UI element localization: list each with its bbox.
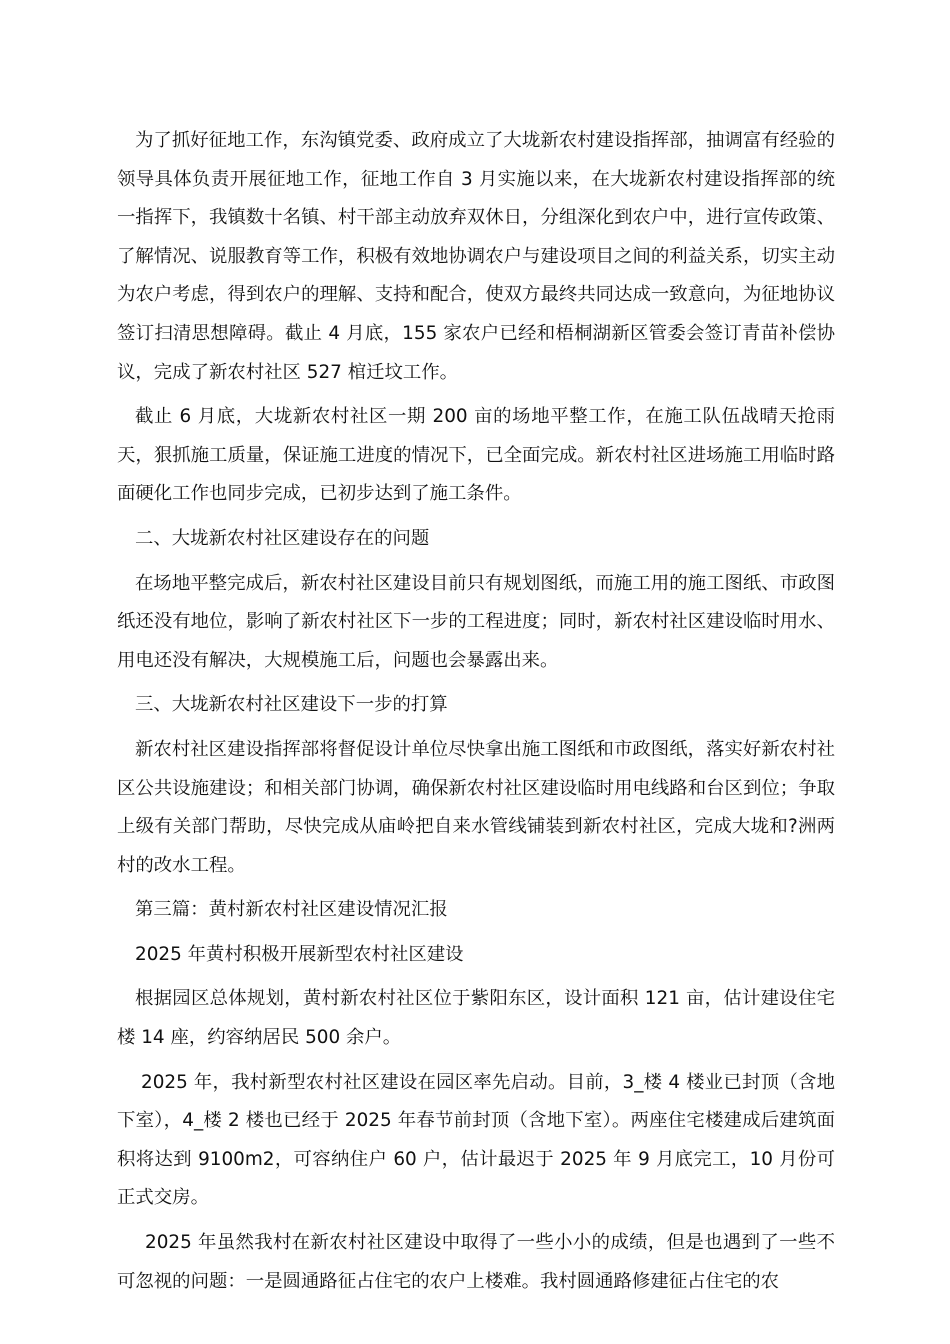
section-heading-next-steps: 三、大垅新农村社区建设下一步的打算 <box>135 694 448 716</box>
paragraph-next-steps: 新农村社区建设指挥部将督促设计单位尽快拿出施工图纸和市政图纸，落实好新农村社区公共设施建设；和相关部门协调，确保新农村社区建设临时用电线路和台区到位；争取上级有关部门帮助，尽快完成从庙岭把自来水管线铺装到新农村社区，完成大垅和?洲两村的改水工程。 <box>117 738 835 876</box>
chapter-heading-third-part: 第三篇：黄村新农村社区建设情况汇报 <box>135 899 448 921</box>
paragraph-land-acquisition: 为了抓好征地工作，东沟镇党委、政府成立了大垅新农村建设指挥部，抽调富有经验的领导具体负责开展征地工作，征地工作自 3 月实施以来，在大垅新农村建设指挥部的统一指挥下，我镇数十名镇、村干部主动放弃双休日，分组深化到农户中，进行宣传政策、了解情况、说服教育等工作，积极有效地协调农户与建设项目之间的利益关系，切实主动为农户考虑，得到农户的理解、支持和配合，使双方最终共同达成一致意向，为征地协议签订扫清思想障碍。截止 4 月底，155 家农户已经和梧桐湖新区管委会签订青苗补偿协议，完成了新农村社区 527 棺迁坟工作。 <box>117 130 835 383</box>
section-heading-problems: 二、大垅新农村社区建设存在的问题 <box>135 527 430 549</box>
paragraph-site-leveling: 截止 6 月底，大垅新农村社区一期 200 亩的场地平整工作，在施工队伍战晴天抢雨天，狠抓施工质量，保证施工进度的情况下，已全面完成。新农村社区进场施工用临时路面硬化工作也同步完成，已初步达到了施工条件。 <box>117 406 835 505</box>
paragraph-planning: 根据园区总体规划，黄村新农村社区位于紫阳东区，设计面积 121 亩，估计建设住宅楼 14 座，约容纳居民 500 余户。 <box>117 988 835 1049</box>
subheading-2025-huangcun: 2025 年黄村积极开展新型农村社区建设 <box>135 943 464 965</box>
document-body <box>117 122 835 1307</box>
paragraph-problems: 在场地平整完成后，新农村社区建设目前只有规划图纸，而施工用的施工图纸、市政图纸还没有地位，影响了新农村社区下一步的工程进度；同时，新农村社区建设临时用水、用电还没有解决，大规模施工后，问题也会暴露出来。 <box>117 572 835 671</box>
paragraph-progress: 2025 年，我村新型农村社区建设在园区率先启动。目前，3_楼 4 楼业已封顶（含地下室），4_楼 2 楼也已经于 2025 年春节前封顶（含地下室）。两座住宅楼建成后建筑面积将达到 9100m2，可容纳住户 60 户，估计最迟于 2025 年 9 月底完工，10 月份可正式交房。 <box>117 1071 835 1209</box>
paragraph-issues: 2025 年虽然我村在新农村社区建设中取得了一些小小的成绩，但是也遇到了一些不可忽视的问题：一是圆通路征占住宅的农户上楼难。我村圆通路修建征占住宅的农 <box>117 1232 835 1292</box>
